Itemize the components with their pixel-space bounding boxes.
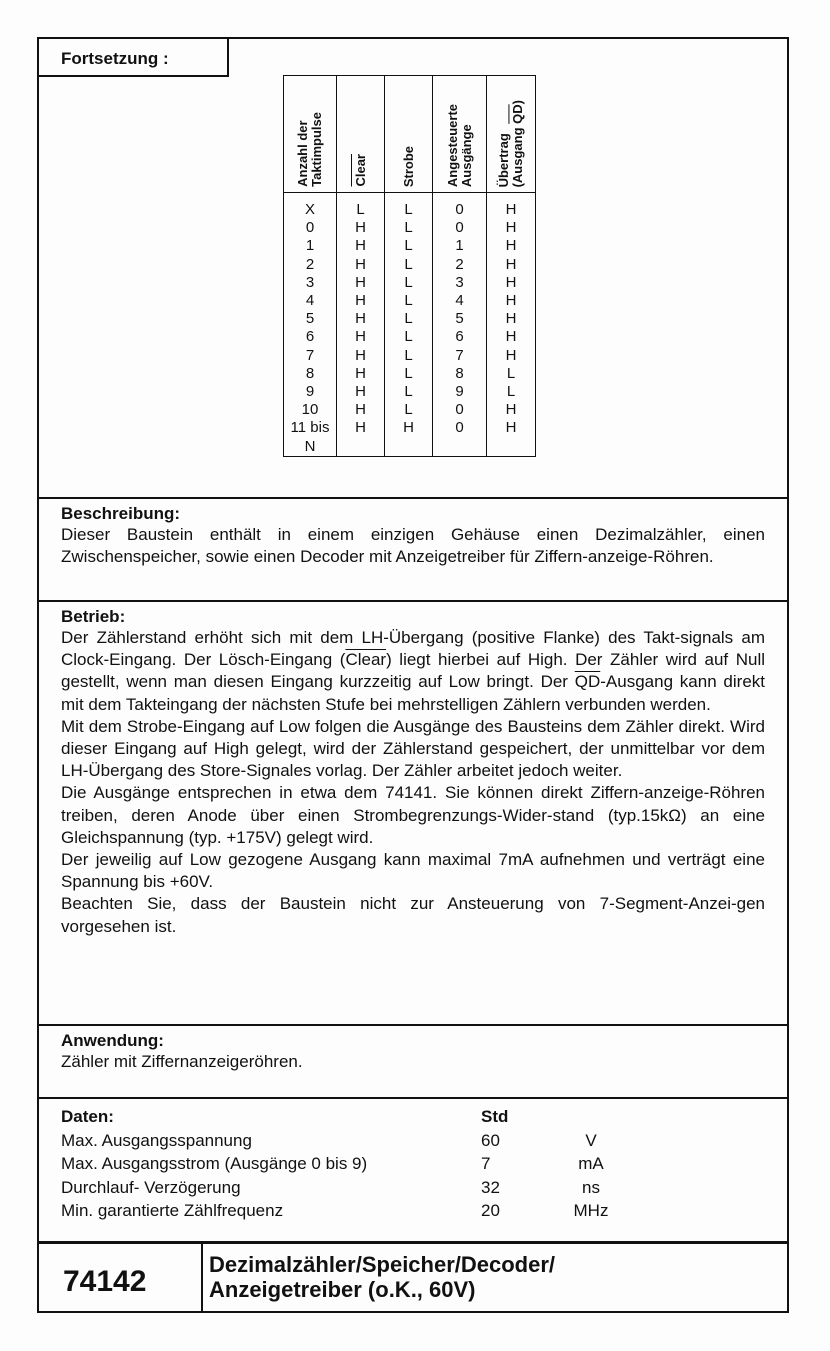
- truth-cell-out: 9: [433, 383, 487, 401]
- carry-line1: Übertrag: [496, 132, 511, 187]
- truth-cell-count: 9: [284, 383, 337, 401]
- truth-cell-clear: H: [337, 292, 385, 310]
- truth-cell-clear: H: [337, 256, 385, 274]
- truth-cell-carry: H: [487, 219, 536, 237]
- daten-row-value: 60: [481, 1130, 500, 1150]
- section-anwendung: [39, 1024, 787, 1097]
- truth-cell-count: 2: [284, 256, 337, 274]
- truth-cell-carry: H: [487, 193, 536, 220]
- section-beschreibung: [39, 497, 787, 600]
- truth-table-row: [284, 328, 536, 346]
- col-header-count-label: Anzahl der Taktimpulse: [295, 112, 324, 187]
- truth-table-row: [284, 438, 536, 457]
- daten-row-unit: V: [585, 1130, 597, 1150]
- truth-table-row: [284, 419, 536, 437]
- truth-cell-clear: H: [337, 347, 385, 365]
- truth-cell-carry: H: [487, 292, 536, 310]
- truth-cell-count: 5: [284, 310, 337, 328]
- truth-cell-out: 2: [433, 256, 487, 274]
- truth-cell-strobe: H: [385, 419, 433, 437]
- truth-cell-out: 1: [433, 237, 487, 255]
- truth-cell-strobe: L: [385, 347, 433, 365]
- truth-cell-out: [433, 438, 487, 457]
- truth-cell-count: 7: [284, 347, 337, 365]
- truth-cell-carry: H: [487, 401, 536, 419]
- truth-table: [283, 75, 536, 457]
- truth-cell-out: 0: [433, 401, 487, 419]
- truth-cell-clear: H: [337, 274, 385, 292]
- truth-cell-out: 8: [433, 365, 487, 383]
- daten-row-unit: MHz: [573, 1201, 609, 1220]
- truth-cell-out: 0: [433, 193, 487, 220]
- daten-row-label: Min. garantierte Zählfrequenz: [61, 1201, 284, 1220]
- daten-row-label: Max. Ausgangsstrom (Ausgänge 0 bis 9): [61, 1154, 368, 1173]
- betrieb-p1e: -Ausgang kann direkt mit dem Takteingang der nächsten Stufe bei mehrstelligen Zählern verbunden werden.: [61, 672, 765, 714]
- beschreibung-text: Dieser Baustein enthält in einem einzigen Gehäuse einen Dezimalzähler, einen Zwischenspeicher, sowie einen Decoder mit Anzeigetreiber für Ziffern-anzeige-Röhren.: [61, 525, 765, 567]
- anwendung-text: Zähler mit Ziffernanzeigeröhren.: [61, 1052, 303, 1071]
- part-title: Dezimalzähler/Speicher/Decoder/ Anzeigetreiber (o.K., 60V): [209, 1252, 556, 1302]
- truth-cell-count: N: [284, 438, 337, 457]
- truth-cell-clear: H: [337, 365, 385, 383]
- betrieb-paragraph-3: Die Ausgänge entsprechen in etwa dem 74141. Sie können direkt Ziffern-anzeige-Röhren treiben, deren Anode über einen Strombegrenzungs-Wider-stand (typ.15kΩ) an eine Gleichspannung (typ. +175V) gelegt wird.: [61, 783, 765, 847]
- truth-table-row: [284, 292, 536, 310]
- anwendung-heading: Anwendung:: [61, 1031, 164, 1050]
- betrieb-p1a: Der Zählerstand erhöht sich mit dem LH-Übergang (positive Flanke) des Takt-signals am Clock-Eingang. Der Lösch-Eingang (: [61, 628, 765, 670]
- carry-line2c: ): [510, 99, 525, 104]
- truth-table-row: [284, 256, 536, 274]
- truth-cell-count: 11 bis: [284, 419, 337, 437]
- truth-cell-strobe: L: [385, 401, 433, 419]
- truth-cell-clear: H: [337, 383, 385, 401]
- col-header-count: [284, 76, 337, 193]
- daten-row-label: Durchlauf- Verzögerung: [61, 1177, 241, 1197]
- truth-cell-strobe: L: [385, 256, 433, 274]
- truth-cell-count: 1: [284, 237, 337, 255]
- col-header-clear: [337, 76, 385, 193]
- truth-cell-carry: H: [487, 347, 536, 365]
- truth-cell-clear: H: [337, 219, 385, 237]
- truth-cell-count: 6: [284, 328, 337, 346]
- truth-cell-count: X: [284, 193, 337, 220]
- truth-cell-clear: H: [337, 310, 385, 328]
- truth-cell-clear: H: [337, 328, 385, 346]
- truth-cell-carry: H: [487, 256, 536, 274]
- col-header-carry-label: [497, 92, 525, 187]
- daten-row-value: 7: [481, 1154, 491, 1173]
- truth-table-row: [284, 365, 536, 383]
- datasheet-card: [37, 37, 789, 1313]
- truth-cell-count: 4: [284, 292, 337, 310]
- carry-line2b: QD: [510, 103, 525, 124]
- betrieb-p1c: ) liegt hierbei auf High. Der Zähler wird auf Null gestellt, wenn man diesen Eingang kurzzeitig auf Low bringt. Der: [61, 650, 765, 692]
- daten-std-label: Std: [481, 1107, 509, 1126]
- truth-table-row: [284, 310, 536, 328]
- truth-cell-carry: H: [487, 328, 536, 346]
- beschreibung-heading: Beschreibung:: [61, 504, 181, 523]
- continuation-label: Fortsetzung :: [39, 39, 229, 77]
- col-header-strobe: [385, 76, 433, 193]
- truth-cell-strobe: L: [385, 328, 433, 346]
- part-number: 74142: [39, 1244, 203, 1313]
- betrieb-paragraph-2: Mit dem Strobe-Eingang auf Low folgen die Ausgänge des Bausteins dem Zähler direkt. Wird dieser Eingang auf High gelegt, wird der Zählerstand gespeichert, der unmittelbar vor dem LH-Übergang des Store-Signales vorlag. Der Zähler arbeitet jedoch weiter.: [61, 716, 765, 781]
- footer: [39, 1241, 787, 1313]
- section-daten: [39, 1097, 787, 1241]
- truth-table-row: [284, 383, 536, 401]
- truth-cell-out: 6: [433, 328, 487, 346]
- truth-cell-carry: L: [487, 383, 536, 401]
- daten-row-label: Max. Ausgangsspannung: [61, 1130, 252, 1150]
- truth-cell-out: 0: [433, 419, 487, 437]
- truth-table-row: [284, 219, 536, 237]
- truth-cell-carry: H: [487, 274, 536, 292]
- col-header-outputs: [433, 76, 487, 193]
- betrieb-paragraph-1: [61, 627, 765, 716]
- truth-cell-carry: H: [487, 310, 536, 328]
- truth-cell-carry: H: [487, 237, 536, 255]
- truth-cell-carry: H: [487, 419, 536, 437]
- truth-cell-clear: H: [337, 419, 385, 437]
- col-header-clear-label: Clear: [352, 154, 368, 187]
- daten-row-value: 20: [481, 1201, 500, 1220]
- truth-cell-count: 8: [284, 365, 337, 383]
- truth-table-row: [284, 401, 536, 419]
- truth-cell-count: 3: [284, 274, 337, 292]
- truth-table-body: [284, 193, 536, 457]
- truth-cell-carry: [487, 438, 536, 457]
- daten-row-value: 32: [481, 1177, 500, 1197]
- truth-table-row: [284, 347, 536, 365]
- col-header-carry: [487, 76, 536, 193]
- truth-cell-clear: [337, 438, 385, 457]
- truth-cell-carry: L: [487, 365, 536, 383]
- truth-table-row: [284, 193, 536, 220]
- truth-cell-clear: H: [337, 401, 385, 419]
- truth-cell-strobe: L: [385, 292, 433, 310]
- carry-line2a: (Ausgang: [510, 123, 525, 187]
- betrieb-paragraph-5: Beachten Sie, dass der Baustein nicht zur Ansteuerung von 7-Segment-Anzei-gen vorgesehen ist.: [61, 894, 765, 936]
- truth-cell-clear: H: [337, 237, 385, 255]
- col-header-outputs-label: Angesteuerte Ausgänge: [444, 103, 474, 187]
- truth-cell-clear: L: [337, 193, 385, 220]
- daten-grid: [61, 1105, 765, 1223]
- truth-cell-strobe: L: [385, 237, 433, 255]
- truth-cell-out: 5: [433, 310, 487, 328]
- section-betrieb: [39, 600, 787, 1024]
- daten-row-unit: mA: [578, 1154, 604, 1173]
- daten-row-unit: ns: [582, 1177, 600, 1197]
- truth-cell-strobe: L: [385, 365, 433, 383]
- truth-cell-strobe: L: [385, 310, 433, 328]
- betrieb-p1d: $\overline{QD}$: [574, 672, 601, 692]
- col-header-strobe-label: Strobe: [400, 145, 416, 187]
- betrieb-p1b: Clear: [345, 650, 387, 670]
- betrieb-paragraph-4: Der jeweilig auf Low gezogene Ausgang kann maximal 7mA aufnehmen und verträgt eine Spannung bis +60V.: [61, 850, 765, 892]
- truth-cell-out: 7: [433, 347, 487, 365]
- daten-heading: Daten:: [61, 1107, 114, 1126]
- truth-cell-count: 10: [284, 401, 337, 419]
- truth-cell-strobe: [385, 438, 433, 457]
- truth-table-row: [284, 274, 536, 292]
- betrieb-heading: Betrieb:: [61, 607, 126, 626]
- truth-table-row: [284, 237, 536, 255]
- truth-cell-strobe: L: [385, 274, 433, 292]
- truth-cell-count: 0: [284, 219, 337, 237]
- truth-cell-out: 0: [433, 219, 487, 237]
- truth-cell-out: 4: [433, 292, 487, 310]
- truth-cell-strobe: L: [385, 219, 433, 237]
- truth-cell-out: 3: [433, 274, 487, 292]
- truth-cell-strobe: L: [385, 193, 433, 220]
- truth-cell-strobe: L: [385, 383, 433, 401]
